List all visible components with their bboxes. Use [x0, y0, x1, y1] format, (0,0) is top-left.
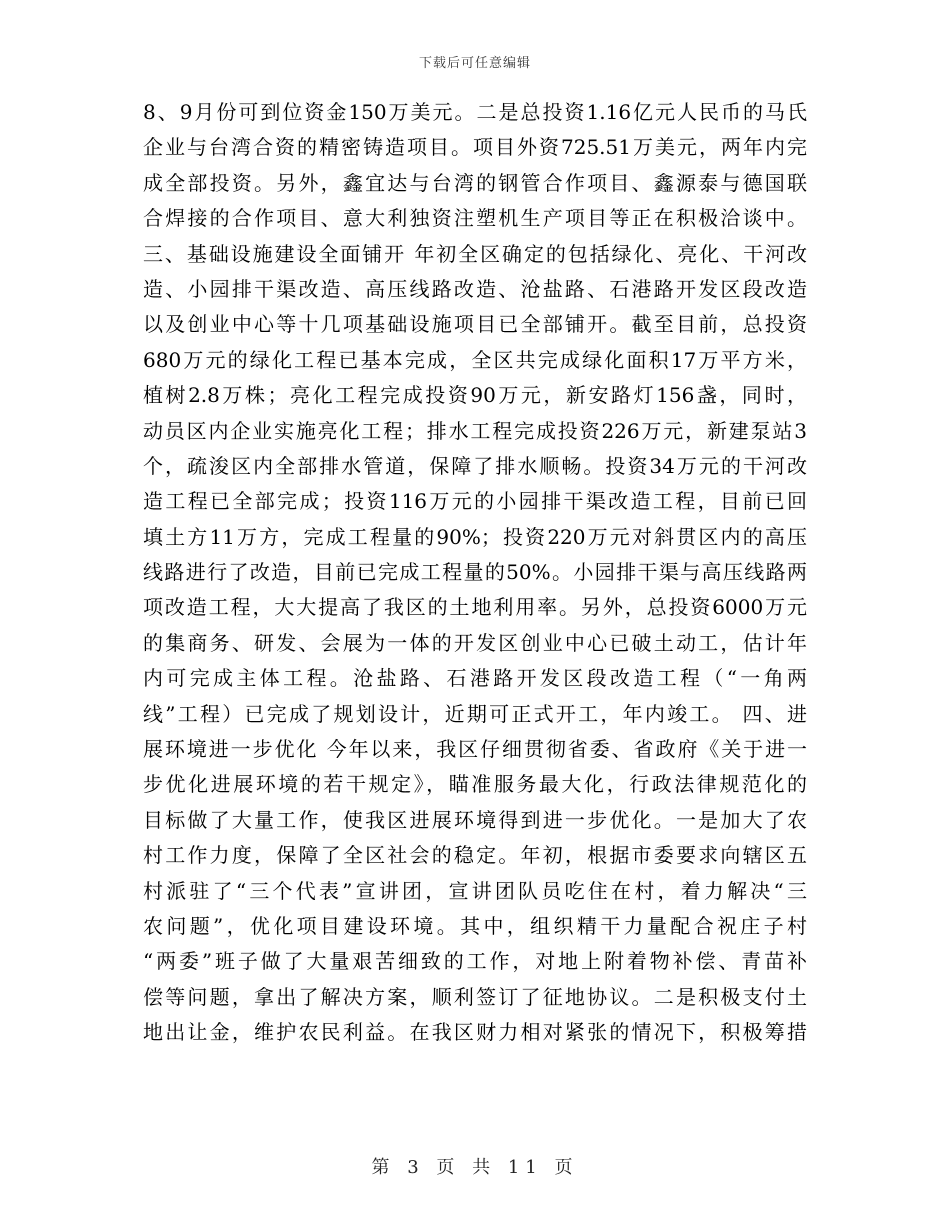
text-line: 植树2.8万株；亮化工程完成投资90万元，新安路灯156盏，同时，	[143, 383, 807, 408]
text-line: 目标做了大量工作，使我区进展环境得到进一步优化。一是加大了农	[143, 807, 807, 832]
text-line: 内可完成主体工程。沧盐路、石港路开发区段改造工程（“一角两	[143, 666, 807, 691]
text-line: 成全部投资。另外，鑫宜达与台湾的钢管合作项目、鑫源泰与德国联	[143, 170, 807, 195]
page-number-footer: 第 3 页 共 11 页	[371, 1157, 579, 1178]
text-line: 填土方11万方，完成工程量的90%；投资220万元对斜贯区内的高压	[143, 524, 807, 549]
page-header: 下载后可任意编辑	[418, 56, 531, 71]
text-line: 地出让金，维护农民利益。在我区财力相对紧张的情况下，积极筹措	[143, 1020, 807, 1045]
text-line: 以及创业中心等十几项基础设施项目已全部铺开。截至目前，总投资	[143, 312, 807, 337]
text-line: 合焊接的合作项目、意大利独资注塑机生产项目等正在积极洽谈中。	[143, 206, 807, 231]
text-line: 步优化进展环境的若干规定》，瞄准服务最大化，行政法律规范化的	[143, 772, 807, 797]
text-line: 村派驻了“三个代表”宣讲团，宣讲团队员吃住在村，着力解决“三	[143, 878, 807, 903]
text-line: 的集商务、研发、会展为一体的开发区创业中心已破土动工，估计年	[143, 630, 807, 655]
text-line: 线路进行了改造，目前已完成工程量的50%。小园排干渠与高压线路两	[143, 560, 807, 585]
text-line: 造工程已全部完成；投资116万元的小园排干渠改造工程，目前已回	[143, 489, 807, 514]
text-line: 项改造工程，大大提高了我区的土地利用率。另外，总投资6000万元	[143, 595, 807, 620]
text-line: 三、基础设施建设全面铺开 年初全区确定的包括绿化、亮化、干河改	[143, 241, 807, 266]
text-line: 村工作力度，保障了全区社会的稳定。年初，根据市委要求向辖区五	[143, 843, 807, 868]
text-line: 线”工程）已完成了规划设计，近期可正式开工，年内竣工。 四、进	[143, 701, 807, 726]
text-line: 偿等问题，拿出了解决方案，顺利签订了征地协议。二是积极支付土	[143, 984, 807, 1009]
text-line: 造、小园排干渠改造、高压线路改造、沧盐路、石港路开发区段改造	[143, 276, 807, 301]
document-body	[143, 95, 807, 1051]
text-line: 个，疏浚区内全部排水管道，保障了排水顺畅。投资34万元的干河改	[143, 453, 807, 478]
text-line: “两委”班子做了大量艰苦细致的工作，对地上附着物补偿、青苗补	[143, 949, 807, 974]
text-line: 农问题”，优化项目建设环境。其中，组织精干力量配合祝庄子村	[143, 913, 807, 938]
text-line: 680万元的绿化工程已基本完成，全区共完成绿化面积17万平方米，	[143, 347, 807, 372]
text-line: 8、9月份可到位资金150万美元。二是总投资1.16亿元人民币的马氏	[143, 100, 807, 124]
text-line: 动员区内企业实施亮化工程；排水工程完成投资226万元，新建泵站3	[143, 418, 807, 443]
text-line: 展环境进一步优化 今年以来，我区仔细贯彻省委、省政府《关于进一	[143, 737, 807, 762]
text-line: 企业与台湾合资的精密铸造项目。项目外资725.51万美元，两年内完	[143, 135, 807, 160]
